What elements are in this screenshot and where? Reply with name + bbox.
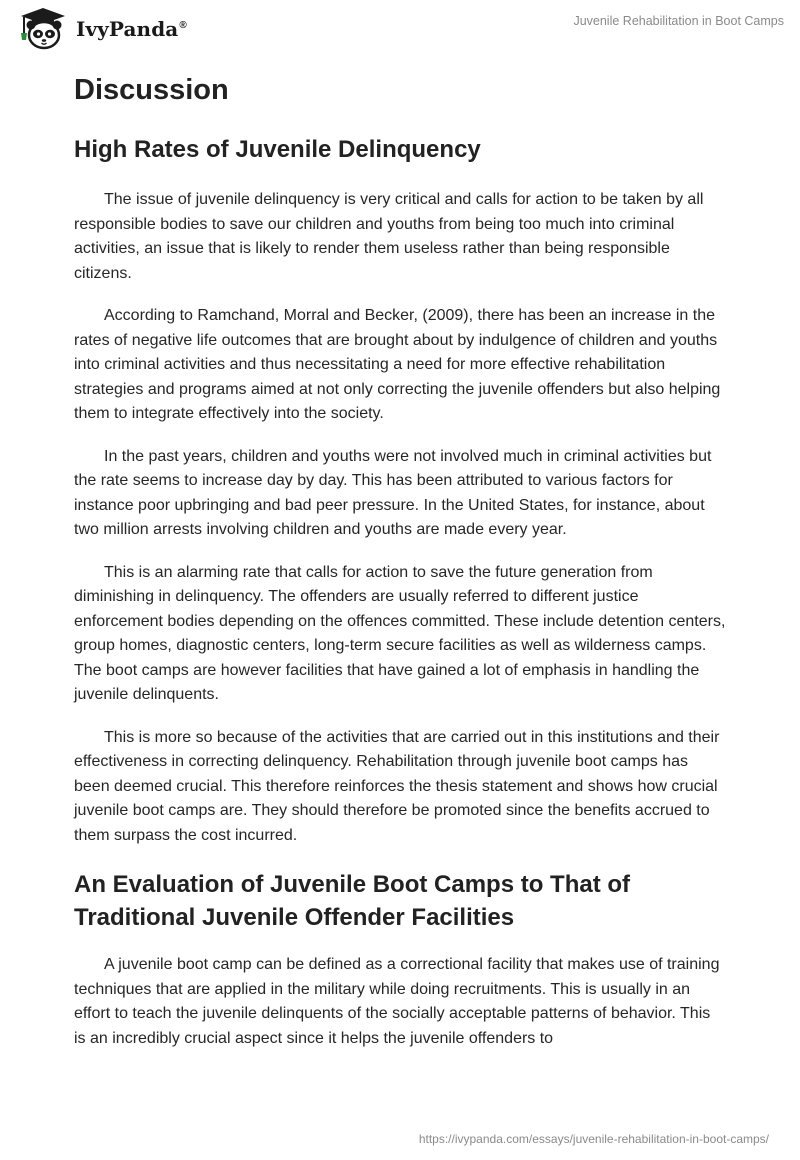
paragraph: In the past years, children and youths were not involved much in criminal activities but the rate seems to increase day by day. This has been attributed to various factors for instance poor upbringing and bad peer pressure. In the United States, for instance, about two million arrests involving children and youths are made every year.	[74, 447, 712, 538]
paragraph: A juvenile boot camp can be defined as a correctional facility that makes use of training techniques that are applied in the military while doing recruitments. This is usually in an effort to teach the juvenile delinquents of the socially acceptable patterns of behavior. This is an incredibly crucial aspect since it helps the juvenile offenders to	[74, 956, 720, 1047]
brand-name: IvyPanda®	[76, 17, 187, 41]
source-url[interactable]: https://ivypanda.com/essays/juvenile-rehabilitation-in-boot-camps/	[418, 1132, 769, 1146]
paragraph: This is an alarming rate that calls for action to save the future generation from diminishing in delinquency. The offenders are usually referred to different justice enforcement bodies depending on the offences committed. These include detention centers, group homes, diagnostic centers, long-term secure facilities as well as wilderness camps. The boot camps are however facilities that have gained a lot of emphasis in handling the juvenile delinquents.	[74, 563, 726, 703]
panda-graduate-icon	[16, 6, 70, 50]
document-title: Juvenile Rehabilitation in Boot Camps	[573, 14, 784, 28]
subsection-title: High Rates of Juvenile Delinquency	[74, 136, 481, 163]
section-title: Discussion	[74, 74, 229, 106]
brand-logo[interactable]	[16, 6, 187, 50]
paragraph: According to Ramchand, Morral and Becker, (2009), there has been an increase in the rates of negative life outcomes that are brought about by indulgence of children and youths into criminal activities and thus necessitating a need for more effective rehabilitation strategies and programs aimed at not only correcting the juvenile offenders but also helping them to integrate effectively into the society.	[74, 307, 721, 422]
paragraph: This is more so because of the activities that are carried out in this institutions and their effectiveness in correcting delinquency. Rehabilitation through juvenile boot camps has been deemed crucial. This therefore reinforces the thesis statement and shows how crucial juvenile boot camps are. They should therefore be promoted since the benefits accrued to them surpass the cost incurred.	[74, 728, 720, 844]
registered-mark: ®	[179, 20, 187, 32]
subsection-title: An Evaluation of Juvenile Boot Camps to That of Traditional Juvenile Offender Facilities	[74, 871, 631, 931]
article-body	[74, 72, 726, 1051]
page-header	[16, 6, 784, 50]
paragraph: The issue of juvenile delinquency is very critical and calls for action to be taken by all responsible bodies to save our children and youths from being too much into criminal activities, an issue that is likely to render them useless rather than being responsible citizens.	[74, 191, 704, 282]
